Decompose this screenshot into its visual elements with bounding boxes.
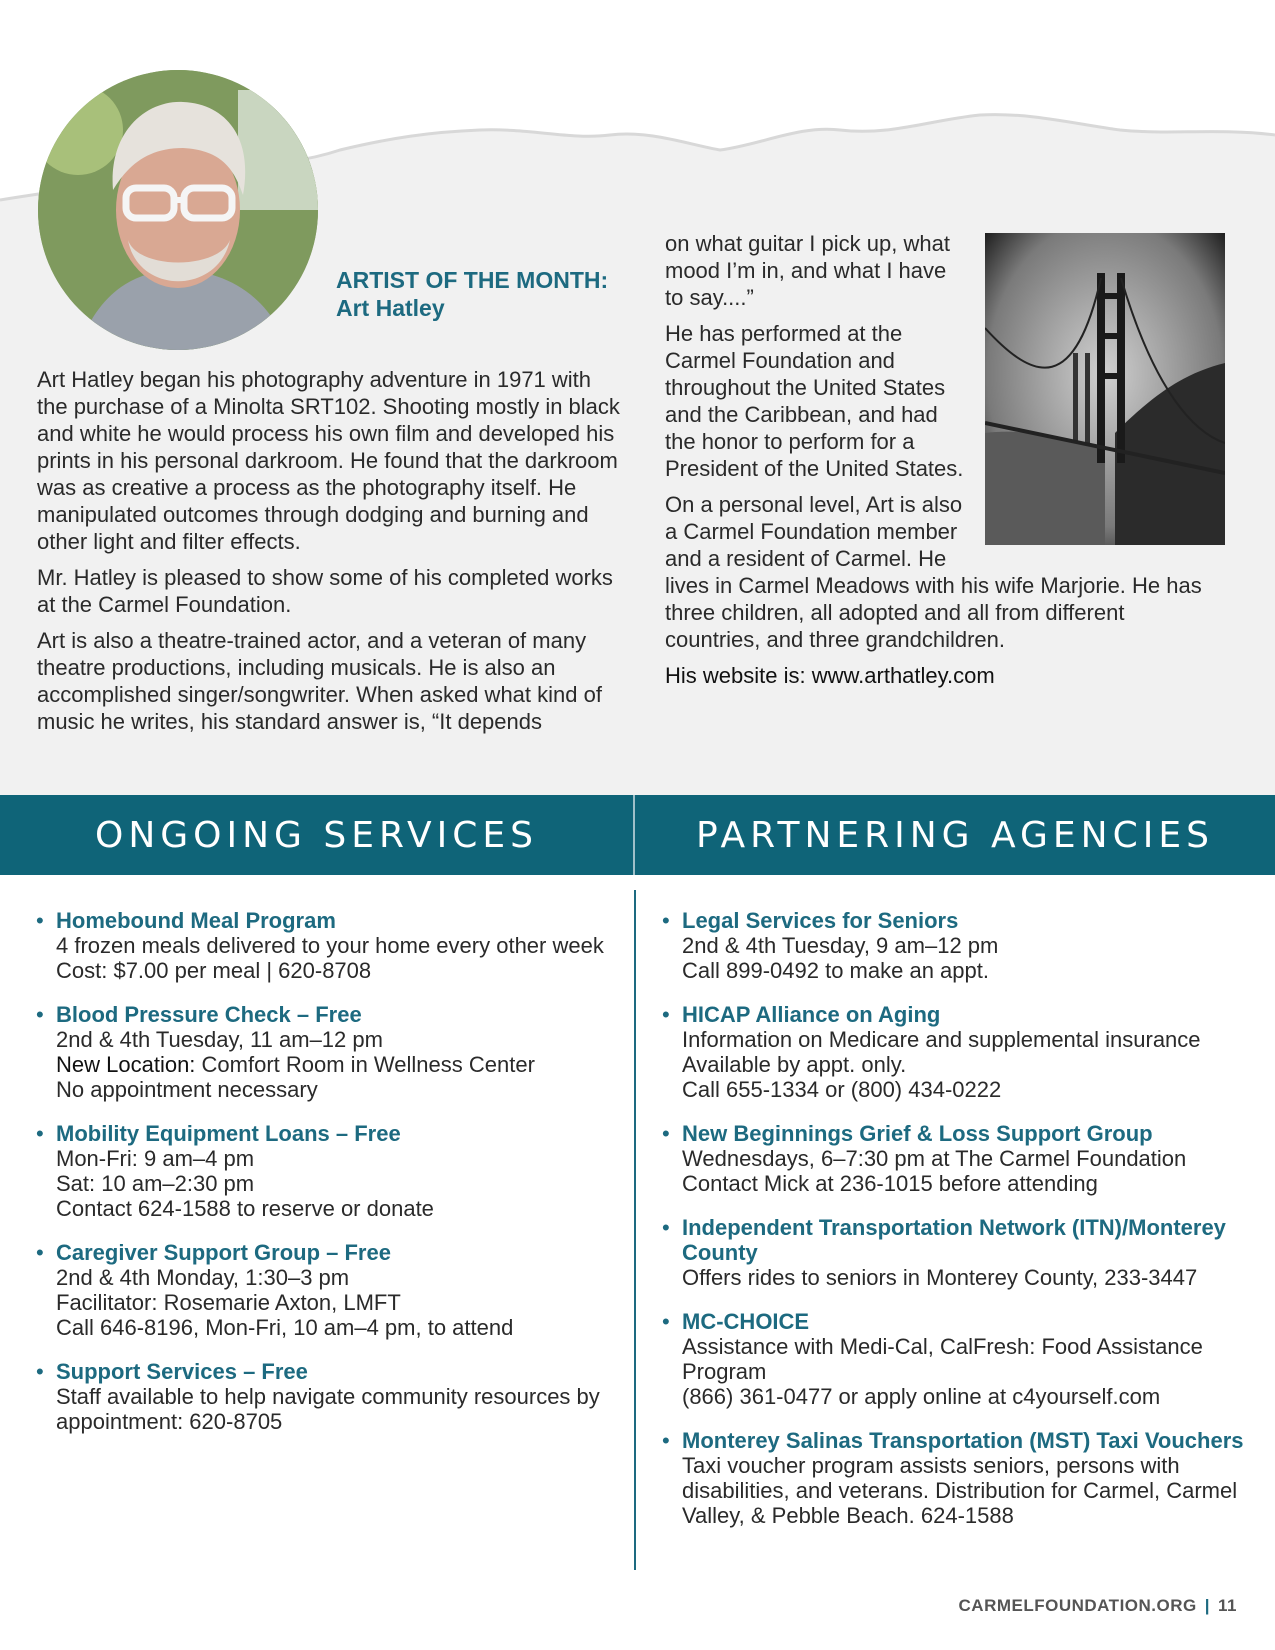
bio-paragraph: Art is also a theatre-trained actor, and a veteran of many theatre productions, including musicals. He is also an accomplished singer/songwriter. When asked what kind of music he writes, his standard answer is, “It depends (37, 628, 602, 734)
agency-detail: 2nd & 4th Tuesday, 9 am–12 pm (682, 933, 999, 958)
artist-bio-left-column (37, 366, 627, 744)
agency-title: Independent Transportation Network (ITN)/Monterey County (682, 1215, 1226, 1265)
list-item (36, 1121, 621, 1221)
bullet-icon: • (36, 1240, 44, 1265)
list-item (36, 908, 621, 983)
service-title: Caregiver Support Group – Free (56, 1240, 391, 1265)
ongoing-services-list (36, 908, 621, 1453)
bullet-icon: • (662, 1121, 670, 1146)
bullet-icon: • (36, 1002, 44, 1027)
list-item (662, 1309, 1262, 1409)
service-detail: Call 646-8196, Mon-Fri, 10 am–4 pm, to attend (56, 1315, 514, 1340)
service-title: Support Services – Free (56, 1359, 308, 1384)
service-detail: Mon-Fri: 9 am–4 pm (56, 1146, 255, 1171)
partnering-agencies-list (662, 908, 1262, 1547)
list-item (662, 1002, 1262, 1102)
agency-detail: (866) 361-0477 or apply online at c4yourself.com (682, 1384, 1161, 1409)
page-number: 11 (1218, 1596, 1237, 1615)
artist-of-month-heading (336, 266, 608, 322)
ongoing-services-banner: ONGOING SERVICES (0, 795, 633, 875)
bullet-icon: • (662, 1215, 670, 1240)
agency-detail: Information on Medicare and supplemental insurance (682, 1027, 1201, 1052)
agency-detail: Assistance with Medi-Cal, CalFresh: Food Assistance Program (682, 1334, 1203, 1384)
service-detail: 2nd & 4th Monday, 1:30–3 pm (56, 1265, 350, 1290)
service-detail: Sat: 10 am–2:30 pm (56, 1171, 255, 1196)
bullet-icon: • (662, 1002, 670, 1027)
column-divider (634, 890, 636, 1570)
bio-paragraph: Art Hatley began his photography adventure in 1971 with the purchase of a Minolta SRT102. Shooting mostly in black and white he would process his own film and developed his prints in his personal darkroom. He found that the darkroom was as creative a process as the photography itself. He manipulated outcomes through dodging and burning and other light and filter effects. (37, 367, 620, 554)
bullet-icon: • (36, 1359, 44, 1384)
list-item (662, 1428, 1262, 1528)
service-detail: 4 frozen meals delivered to your home every other week (56, 933, 604, 958)
new-location-text: Comfort Room in Wellness Center (195, 1052, 535, 1077)
service-detail (56, 1052, 621, 1077)
bullet-icon: • (662, 1428, 670, 1453)
service-detail: Cost: $7.00 per meal | 620-8708 (56, 958, 372, 983)
service-detail: Staff available to help navigate community resources by appointment: 620-8705 (56, 1384, 600, 1434)
list-item (662, 908, 1262, 983)
agency-detail: Call 655-1334 or (800) 434-0222 (682, 1077, 1002, 1102)
agency-detail: Contact Mick at 236-1015 before attending (682, 1171, 1098, 1196)
page-footer (959, 1596, 1237, 1616)
partnering-agencies-banner: PARTNERING AGENCIES (635, 795, 1275, 875)
bullet-icon: • (662, 908, 670, 933)
agency-title: HICAP Alliance on Aging (682, 1002, 941, 1027)
artist-portrait-photo (38, 70, 318, 350)
agency-detail: Call 899-0492 to make an appt. (682, 958, 989, 983)
agency-detail: Available by appt. only. (682, 1052, 907, 1077)
list-item (36, 1002, 621, 1102)
service-title: Homebound Meal Program (56, 908, 336, 933)
service-detail: 2nd & 4th Tuesday, 11 am–12 pm (56, 1027, 383, 1052)
list-item (662, 1121, 1262, 1196)
artist-website-link[interactable]: His website is: www.arthatley.com (665, 663, 995, 688)
service-detail: Facilitator: Rosemarie Axton, LMFT (56, 1290, 401, 1315)
service-detail: No appointment necessary (56, 1077, 318, 1102)
agency-detail: Wednesdays, 6–7:30 pm at The Carmel Foundation (682, 1146, 1187, 1171)
artist-heading-line1: ARTIST OF THE MONTH: (336, 267, 609, 293)
artist-heading-name: Art Hatley (336, 295, 445, 321)
list-item (36, 1359, 621, 1434)
list-item (36, 1240, 621, 1340)
agency-detail: Offers rides to seniors in Monterey County, 233-3447 (682, 1265, 1198, 1290)
bio-paragraph: On a personal level, Art is also a Carmel Foundation member and a resident of Carmel. He lives in Carmel Meadows with his wife Marjorie. He has three children, all adopted and all from different countries, and three grandchildren. (665, 492, 1202, 652)
agency-title: MC-CHOICE (682, 1309, 810, 1334)
artist-bio-right-column (665, 230, 1225, 698)
service-detail: Contact 624-1588 to reserve or donate (56, 1196, 434, 1221)
bullet-icon: • (36, 1121, 44, 1146)
bio-paragraph: Mr. Hatley is pleased to show some of his completed works at the Carmel Foundation. (37, 565, 613, 617)
bullet-icon: • (662, 1309, 670, 1334)
agency-title: Monterey Salinas Transportation (MST) Taxi Vouchers (682, 1428, 1244, 1453)
agency-title: New Beginnings Grief & Loss Support Group (682, 1121, 1153, 1146)
list-item (662, 1215, 1262, 1290)
bio-paragraph: on what guitar I pick up, what mood I’m in, and what I have to say....” (665, 231, 950, 310)
footer-site[interactable]: CARMELFOUNDATION.ORG (958, 1596, 1197, 1615)
bullet-icon: • (36, 908, 44, 933)
new-location-label: New Location: (56, 1052, 196, 1077)
agency-detail: Taxi voucher program assists seniors, persons with disabilities, and veterans. Distribution for Carmel, Carmel Valley, & Pebble Beach. 624-1588 (682, 1453, 1238, 1528)
service-title: Mobility Equipment Loans – Free (56, 1121, 401, 1146)
bio-paragraph: He has performed at the Carmel Foundation and throughout the United States and the Caribbean, and had the honor to perform for a President of the United States. (665, 321, 964, 481)
golden-gate-bridge-photo (985, 233, 1225, 545)
footer-separator: | (1204, 1596, 1211, 1615)
agency-title: Legal Services for Seniors (682, 908, 959, 933)
service-title: Blood Pressure Check – Free (56, 1002, 362, 1027)
